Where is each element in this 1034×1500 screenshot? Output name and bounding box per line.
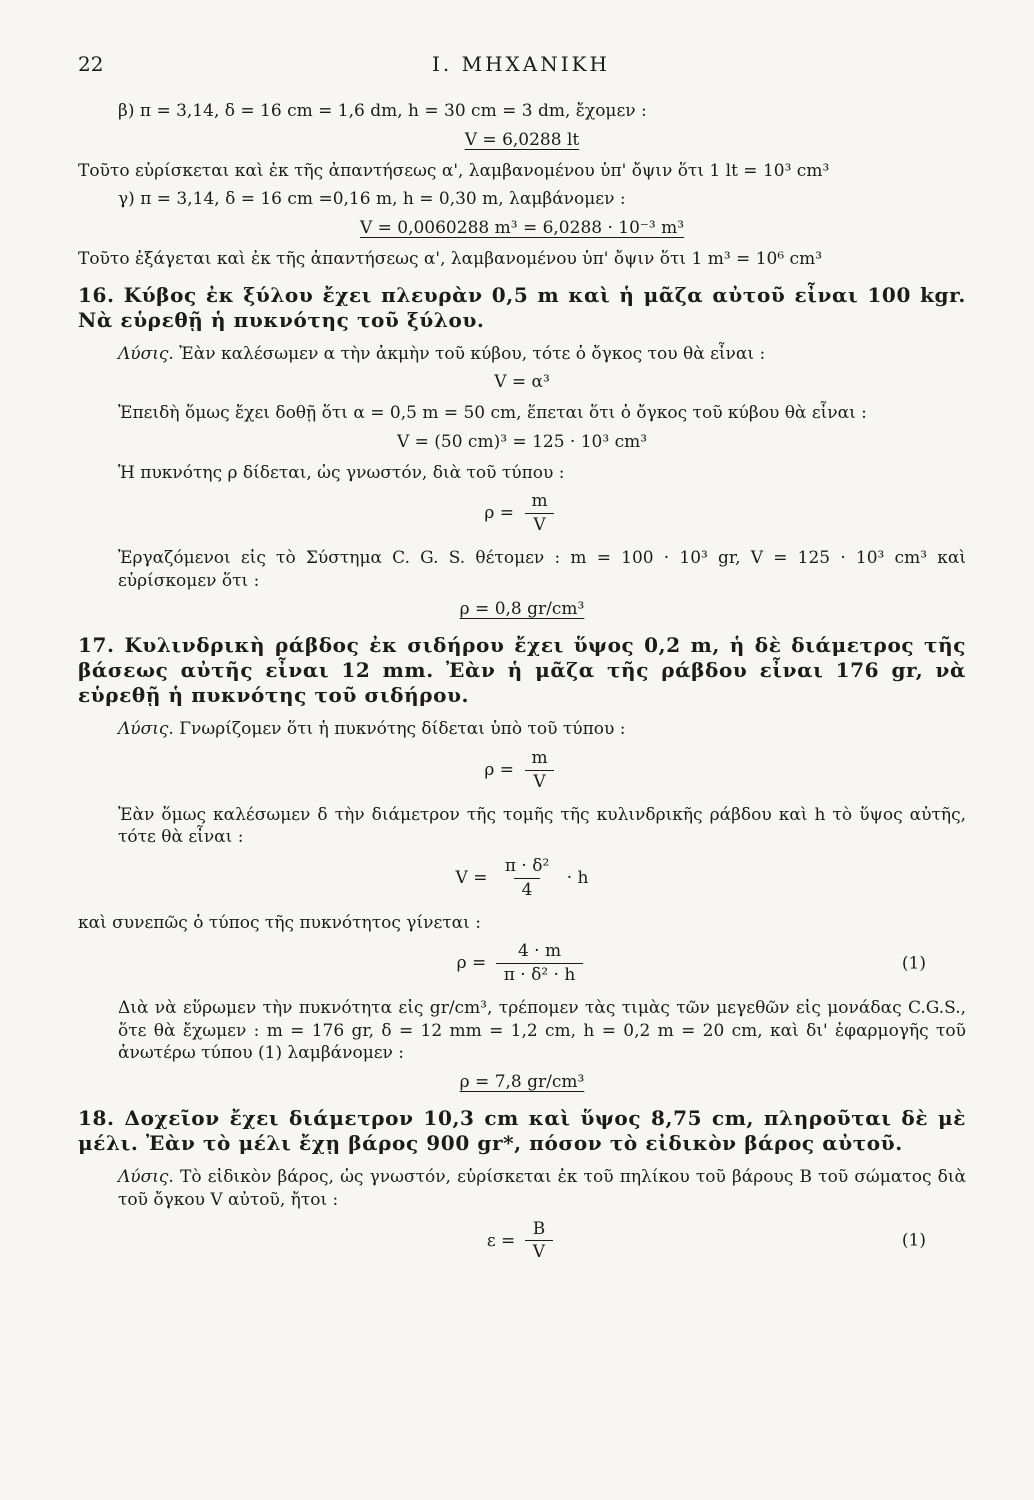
eq-lhs: ρ =	[484, 759, 515, 780]
problem-16-title: 16. Κύβος ἐκ ξύλου ἔχει πλευρὰν 0,5 m καὶ ἡ μᾶζα αὐτοῦ εἶναι 100 kgr. Νὰ εὑρεθῇ ἡ πυκνότης τοῦ ξύλου.	[78, 282, 966, 332]
fraction	[497, 855, 557, 902]
eq-rhs: · h	[566, 867, 589, 888]
sec-b-given: β) π = 3,14, δ = 16 cm = 1,6 dm, h = 30 cm = 3 dm, ἔχομεν :	[118, 101, 647, 121]
problem-16-lysis-text: Ἐὰν καλέσωμεν α τὴν ἀκμὴν τοῦ κύβου, τότε ὁ ὄγκος του θὰ εἶναι :	[179, 343, 766, 364]
fraction	[523, 747, 555, 794]
problem-17-text3: καὶ συνεπῶς ὁ τύπος τῆς πυκνότητος γίνεται :	[78, 912, 481, 933]
problem-16-text4: Ἐργαζόμενοι εἰς τὸ Σύστημα C. G. S. θέτομεν : m = 100 · 10³ gr, V = 125 · 10³ cm³ καὶ εὑρίσκομεν ὅτι :	[118, 547, 966, 591]
problem-17-eq1	[78, 747, 966, 794]
problem-16-eq2: V = (50 cm)³ = 125 · 10³ cm³	[396, 431, 648, 452]
problem-16-text3: Ἡ πυκνότης ρ δίδεται, ὡς γνωστόν, διὰ τοῦ τύπου :	[118, 462, 565, 483]
denominator: V	[525, 513, 553, 537]
running-title: I. ΜΗΧΑΝΙΚΗ	[432, 52, 610, 76]
problem-17-lysis-text: Γνωρίζομεν ὅτι ἡ πυκνότης δίδεται ὑπὸ τοῦ τύπου :	[179, 719, 626, 740]
problem-18-eq1	[78, 1218, 966, 1265]
problem-18-title: 18. Δοχεῖον ἔχει διάμετρον 10,3 cm καὶ ὕψος 8,75 cm, πληροῦται δὲ μὲ μέλι. Ἐὰν τὸ μέλι ἔχῃ βάρος 900 gr*, πόσον τὸ εἰδικὸν βάρος αὐτοῦ.	[78, 1105, 966, 1155]
problem-17-text4: Διὰ νὰ εὕρωμεν τὴν πυκνότητα εἰς gr/cm³, τρέπομεν τὰς τιμὰς τῶν μεγεθῶν εἰς μονάδας C.G.S., ὅτε θὰ ἔχωμεν : m = 176 gr, δ = 12 mm = 1,2 cm, h = 0,2 m = 20 cm, καὶ δι' ἐφαρμογῆς τοῦ ἀνωτέρω τύπου (1) λαμβάνομεν :	[118, 997, 966, 1064]
eq-lhs: ρ =	[484, 503, 515, 524]
page-content	[78, 100, 966, 1274]
numerator: 4 · m	[517, 941, 562, 962]
eq-lhs: ε =	[486, 1230, 516, 1251]
denominator: 4	[514, 878, 541, 902]
eq-lhs: ρ =	[456, 953, 487, 974]
problem-18-lysis-text: Τὸ εἰδικὸν βάρος, ὡς γνωστόν, εὑρίσκεται ἐκ τοῦ πηλίκου τοῦ βάρους B τοῦ σώματος διὰ τοῦ ὄγκου V αὐτοῦ, ἤτοι :	[118, 1166, 967, 1210]
eq-lhs: V =	[455, 867, 488, 888]
fraction	[525, 1218, 554, 1265]
equation-number: (1)	[901, 1230, 926, 1251]
numerator: π · δ²	[504, 856, 550, 877]
problem-17-lysis-label: Λύσις.	[118, 719, 174, 740]
fraction	[496, 940, 584, 987]
denominator: π · δ² · h	[496, 963, 584, 987]
page-header	[78, 52, 964, 82]
problem-17-result: ρ = 7,8 gr/cm³	[459, 1072, 585, 1093]
problem-17-eq3	[78, 940, 966, 987]
problem-16-text2: Ἐπειδὴ ὅμως ἔχει δοθῇ ὅτι α = 0,5 m = 50 cm, ἕπεται ὅτι ὁ ὄγκος τοῦ κύβου θὰ εἶναι :	[118, 403, 867, 424]
numerator: m	[531, 491, 548, 512]
numerator: B	[532, 1218, 546, 1239]
fraction	[523, 490, 555, 537]
sec-c-note: Τοῦτο ἐξάγεται καὶ ἐκ τῆς ἀπαντήσεως α', λαμβανομένου ὑπ' ὄψιν ὅτι 1 m³ = 10⁶ cm³	[78, 248, 823, 269]
numerator: m	[531, 748, 548, 769]
problem-17-eq2	[78, 855, 966, 902]
denominator: V	[525, 1240, 553, 1264]
sec-b-result: V = 6,0288 lt	[464, 129, 580, 150]
problem-16-result: ρ = 0,8 gr/cm³	[459, 599, 585, 620]
sec-c-result: V = 0,0060288 m³ = 6,0288 · 10⁻³ m³	[359, 218, 685, 239]
problem-17-text2: Ἐὰν ὅμως καλέσωμεν δ τὴν διάμετρον τῆς τομῆς τῆς κυλινδρικῆς ράβδου καὶ h τὸ ὕψος αὐτῆς, τότε θὰ εἶναι :	[118, 804, 966, 848]
problem-16-eq1: V = α³	[494, 372, 550, 393]
problem-16-lysis-label: Λύσις.	[118, 343, 174, 364]
problem-18-lysis-label: Λύσις.	[118, 1166, 174, 1187]
sec-c-given: γ) π = 3,14, δ = 16 cm =0,16 m, h = 0,30 m, λαμβάνομεν :	[118, 189, 626, 210]
problem-16-eq3	[78, 490, 966, 537]
denominator: V	[525, 770, 553, 794]
problem-17-title: 17. Κυλινδρικὴ ράβδος ἐκ σιδήρου ἔχει ὕψος 0,2 m, ἡ δὲ διάμετρος τῆς βάσεως αὐτῆς εἶναι 12 mm. Ἐὰν ἡ μᾶζα τῆς ράβδου εἶναι 176 gr, νὰ εὑρεθῇ ἡ πυκνότης τοῦ σιδήρου.	[78, 633, 966, 708]
equation-number: (1)	[901, 953, 926, 974]
sec-b-note: Τοῦτο εὑρίσκεται καὶ ἐκ τῆς ἀπαντήσεως α', λαμβανομένου ὑπ' ὄψιν ὅτι 1 lt = 10³ cm³	[78, 160, 830, 181]
page-number: 22	[78, 52, 104, 76]
